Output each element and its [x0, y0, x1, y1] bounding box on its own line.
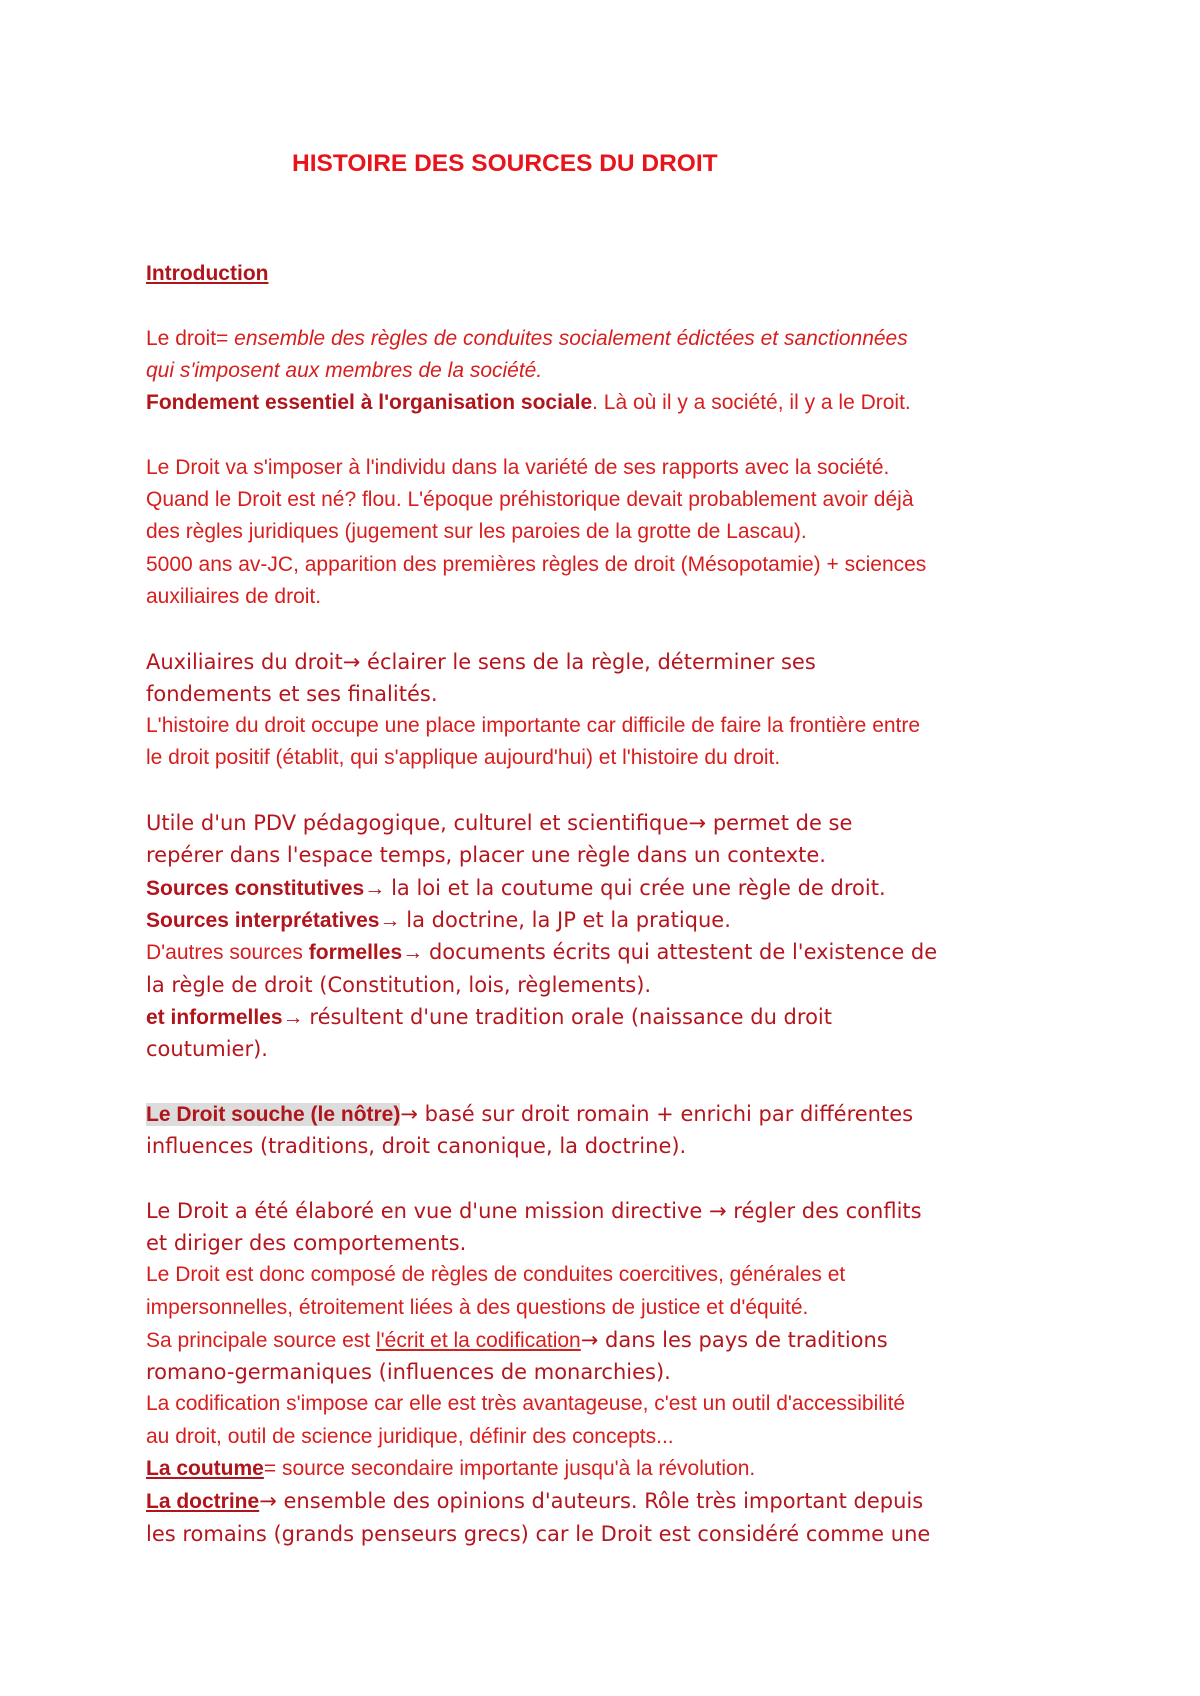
text-line: au droit, outil de science juridique, définir des concepts...: [146, 1424, 674, 1448]
underlined-bold-text: La doctrine: [146, 1490, 260, 1514]
text-span: = source secondaire importante jusqu'à la révolution.: [263, 1456, 756, 1480]
text-line: 5000 ans av-JC, apparition des premières règles de droit (Mésopotamie) + sciences: [146, 552, 927, 576]
text-line: le droit positif (établit, qui s'applique aujourd'hui) et l'histoire du droit.: [146, 746, 781, 770]
text-span: → ensemble des opinions d'auteurs. Rôle très important depuis: [259, 1489, 924, 1514]
text-line: auxiliaires de droit.: [146, 584, 322, 608]
text-span: qui s'imposent aux membres de la société.: [146, 358, 543, 382]
text-line: et diriger des comportements.: [146, 1230, 467, 1255]
text-line: la règle de droit (Constitution, lois, règlements).: [146, 972, 652, 997]
text-span: Sa principale source est: [146, 1328, 376, 1352]
text-span: . Là où il y a société, il y a le Droit.: [592, 391, 911, 415]
document-title: HISTOIRE DES SOURCES DU DROIT: [292, 150, 718, 177]
text-line: Auxiliaires du droit→ éclairer le sens de la règle, déterminer ses: [146, 649, 816, 674]
text-line: Quand le Droit est né? flou. L'époque préhistorique devait probablement avoir déjà: [146, 488, 914, 512]
text-line: Utile d'un PDV pédagogique, culturel et scientifique→ permet de se: [146, 811, 853, 836]
text-line: fondements et ses finalités.: [146, 681, 438, 706]
text-line: Le Droit est donc composé de règles de conduites coercitives, générales et: [146, 1263, 846, 1287]
text-line: impersonnelles, étroitement liées à des questions de justice et d'équité.: [146, 1295, 809, 1319]
text-span: Sources constitutives→: [146, 876, 392, 900]
text-line: influences (traditions, droit canonique, la doctrine).: [146, 1134, 687, 1159]
text-span: Fondement essentiel à l'organisation sociale: [146, 391, 593, 415]
text-line: repérer dans l'espace temps, placer une règle dans un contexte.: [146, 843, 826, 868]
underlined-text: l'écrit et la codification: [375, 1328, 581, 1352]
text-span: ensemble des règles de conduites socialement édictées et sanctionnées: [234, 326, 908, 350]
text-span: Le droit=: [146, 326, 235, 350]
text-line: L'histoire du droit occupe une place importante car difficile de faire la frontière entre: [146, 714, 921, 738]
section-heading-introduction: Introduction: [146, 262, 269, 285]
text-line: romano-germaniques (influences de monarchies).: [146, 1360, 671, 1385]
text-span: Sources interprétatives→: [146, 908, 407, 932]
text-line: les romains (grands penseurs grecs) car le Droit est considéré comme une: [146, 1521, 931, 1546]
document-body: [146, 258, 1076, 1550]
text-span: formelles→: [308, 941, 429, 965]
text-span: → basé sur droit romain + enrichi par différentes: [400, 1101, 914, 1126]
text-line: La codification s'impose car elle est très avantageuse, c'est un outil d'accessibilité: [146, 1392, 906, 1416]
text-span: résultent d'une tradition orale (naissance du droit: [309, 1004, 832, 1029]
underlined-bold-text: La coutume: [146, 1456, 264, 1480]
text-line: Le Droit a été élaboré en vue d'une mission directive → régler des conflits: [146, 1198, 922, 1223]
text-span: la loi et la coutume qui crée une règle de droit.: [391, 875, 886, 900]
text-line: coutumier).: [146, 1037, 268, 1062]
text-span: D'autres sources: [146, 941, 309, 965]
highlighted-text: Le Droit souche (le nôtre): [146, 1102, 401, 1126]
text-span: documents écrits qui attestent de l'existence de: [428, 940, 938, 965]
text-line: Le Droit va s'imposer à l'individu dans la variété de ses rapports avec la société.: [146, 455, 890, 479]
text-span: → dans les pays de traditions: [580, 1327, 888, 1352]
text-span: la doctrine, la JP et la pratique.: [406, 907, 731, 932]
text-line: des règles juridiques (jugement sur les paroies de la grotte de Lascau).: [146, 520, 807, 544]
text-span: et informelles→: [146, 1005, 310, 1029]
paragraph-definition: [146, 323, 1076, 355]
